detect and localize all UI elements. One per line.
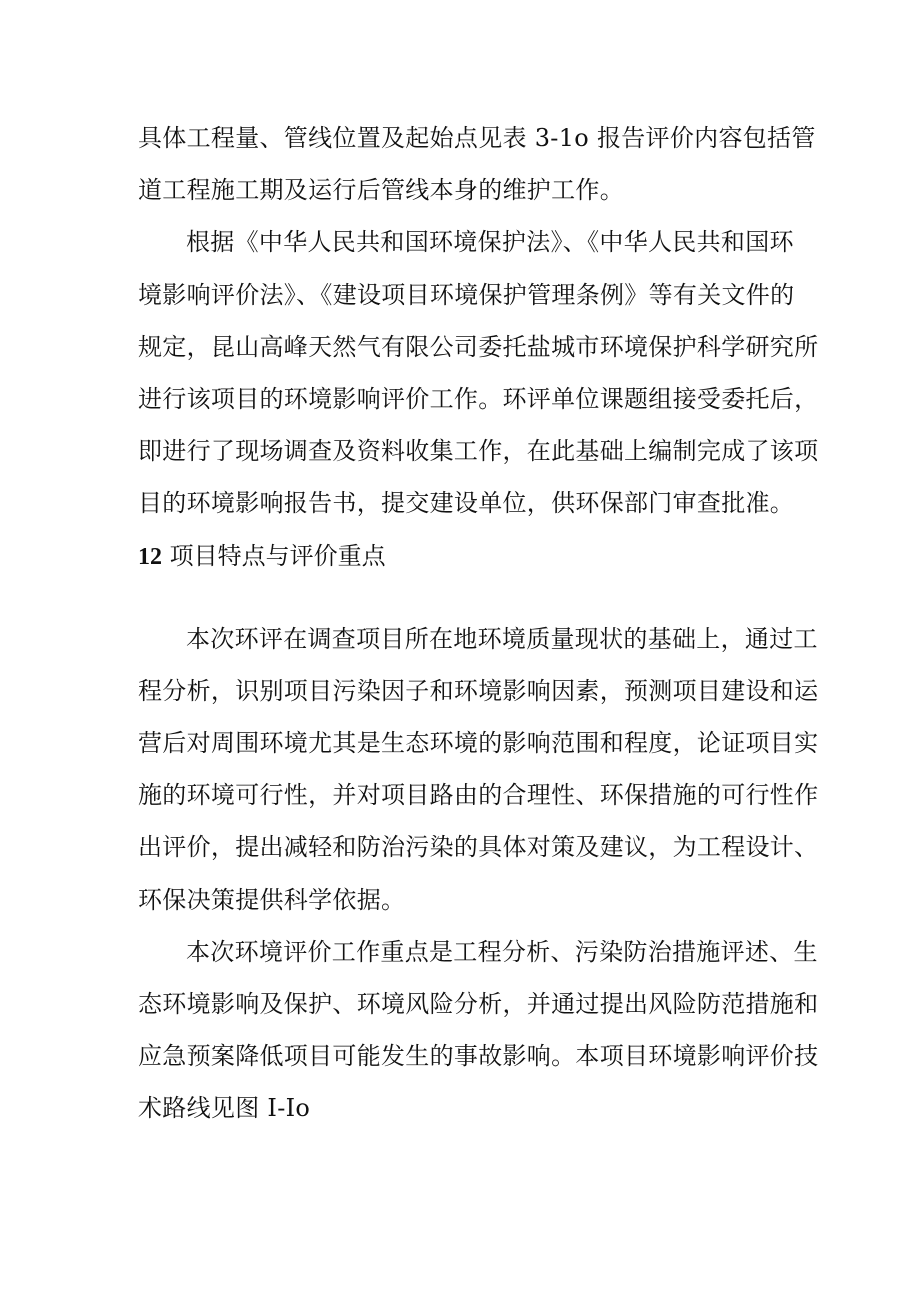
text-line: 境影响评价法》、《建设项目环境保护管理条例》等有关文件的 — [138, 280, 795, 309]
text-line: 即进行了现场调查及资料收集工作，在此基础上编制完成了该项 — [138, 437, 819, 466]
section-heading — [138, 530, 788, 583]
text-line: 出评价，提出减轻和防治污染的具体对策及建议，为工程设计、 — [138, 833, 819, 862]
text-line: 本次环境评价工作重点是工程分析、污染防治措施评述、生 — [186, 937, 818, 966]
text-line: 术路线见图 I-Io — [138, 1094, 311, 1123]
section-number: 12 — [138, 543, 162, 570]
paragraph-assessment-focus — [138, 926, 819, 1135]
text-line: 施的环境可行性，并对项目路由的合理性、环保措施的可行性作 — [138, 781, 819, 810]
section-title: 项目特点与评价重点 — [169, 541, 386, 570]
text-line: 程分析，识别项目污染因子和环境影响因素，预测项目建设和运 — [138, 676, 819, 705]
paragraph-legal-basis — [138, 216, 819, 529]
text-line: 态环境影响及保护、环境风险分析，并通过提出风险防范措施和 — [138, 990, 819, 1019]
text-line: 根据《中华人民共和国环境保护法》、《中华人民共和国环 — [186, 228, 794, 257]
text-line: 营后对周围环境尤其是生态环境的影响范围和程度，论证项目实 — [138, 729, 819, 758]
text-line: 具体工程量、管线位置及起始点见表 3-1o 报告评价内容包括管 — [138, 124, 816, 152]
text-line: 规定，昆山高峰天然气有限公司委托盐城市环境保护科学研究所 — [138, 332, 819, 361]
text-line: 本次环评在调查项目所在地环境质量现状的基础上，通过工 — [186, 624, 818, 653]
text-line: 道工程施工期及运行后管线本身的维护工作。 — [138, 176, 624, 205]
document-body — [138, 112, 819, 1135]
paragraph-assessment-purpose — [138, 613, 819, 926]
text-line: 应急预案降低项目可能发生的事故影响。本项目环境影响评价技 — [138, 1042, 819, 1071]
text-line: 进行该项目的环境影响评价工作。环评单位课题组接受委托后， — [138, 385, 819, 414]
text-line: 环保决策提供科学依据。 — [138, 885, 406, 914]
paragraph-scope — [138, 112, 816, 216]
text-line: 目的环境影响报告书，提交建设单位，供环保部门审查批准。 — [138, 489, 795, 518]
